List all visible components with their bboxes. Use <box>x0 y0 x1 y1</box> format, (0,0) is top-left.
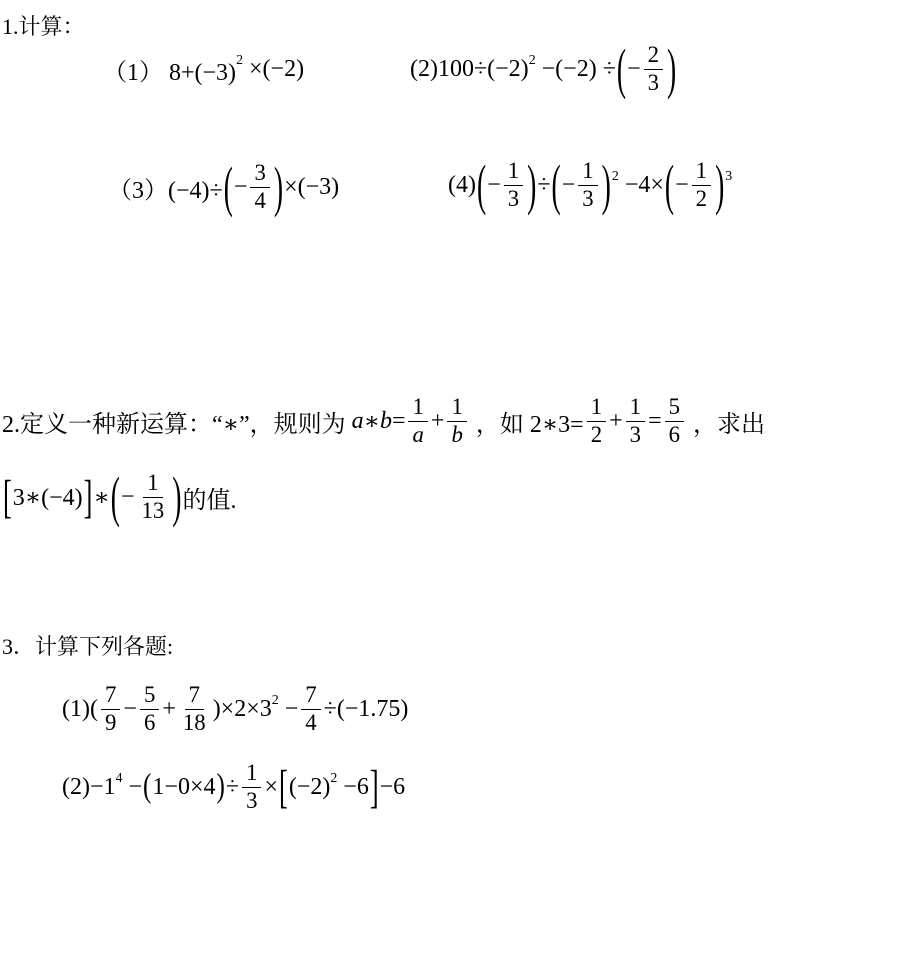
fraction-numerator: 1 <box>692 158 711 186</box>
fraction-denominator: 3 <box>647 69 660 95</box>
problem-3-heading: 3．计算下列各题: <box>2 634 174 659</box>
fraction <box>504 158 523 213</box>
math-text: ÷ <box>537 171 551 198</box>
fraction-numerator: 2 <box>644 42 663 70</box>
fraction-numerator: 5 <box>665 394 684 422</box>
fraction <box>140 682 159 737</box>
fraction-numerator: 7 <box>185 682 204 710</box>
big-paren: ( <box>664 152 675 217</box>
fraction-denominator: 13 <box>141 497 165 523</box>
math-text: ，如 2∗3= <box>469 411 584 438</box>
fraction <box>179 682 210 737</box>
math-text: ，求出 <box>687 411 766 438</box>
math-text: 3∗(−4) <box>12 484 83 511</box>
fraction-denominator: 4 <box>254 187 266 213</box>
paren: ) <box>216 768 225 805</box>
fraction-denominator: 3 <box>582 185 594 211</box>
fraction <box>101 682 120 737</box>
math-text: − <box>120 483 135 510</box>
math-text: − <box>123 695 137 722</box>
math-text: = <box>391 407 406 434</box>
math-text: −(−2) ÷ <box>535 55 616 82</box>
bracket: [ <box>3 470 12 523</box>
math-text: (2)100÷(−2) <box>410 55 529 82</box>
fraction <box>587 394 606 449</box>
fraction-numerator: 1 <box>587 394 606 422</box>
fraction-denominator: 4 <box>305 709 317 735</box>
fraction <box>301 682 320 737</box>
fraction-numerator: 1 <box>504 158 523 186</box>
fraction-denominator: 18 <box>182 709 206 735</box>
problem-1-heading: 1.计算： <box>2 14 85 39</box>
fraction-numerator: 7 <box>101 682 120 710</box>
fraction-numerator: 3 <box>250 160 269 188</box>
paren: ( <box>143 768 152 805</box>
fraction-denominator: 2 <box>695 185 708 211</box>
big-paren: ) <box>667 36 677 101</box>
fraction-numerator: 1 <box>578 158 597 186</box>
math-text: + <box>430 407 445 434</box>
fraction-numerator: 7 <box>301 682 320 710</box>
fraction <box>447 394 466 449</box>
exponent: 2 <box>528 52 536 68</box>
math-text: = <box>648 407 662 434</box>
big-paren: ) <box>527 152 537 217</box>
exponent: 2 <box>236 52 244 68</box>
math-text: ∗ <box>363 408 380 435</box>
fraction-numerator: 1 <box>626 394 645 422</box>
problem-1-expression-3 <box>108 154 340 219</box>
fraction-numerator: 1 <box>143 470 162 498</box>
big-paren: ( <box>616 36 627 101</box>
fraction-denominator: 3 <box>246 787 258 813</box>
big-paren: ) <box>601 152 611 217</box>
big-paren: ( <box>110 464 120 529</box>
problem-1-expression-4 <box>448 152 733 217</box>
math-text: ÷ <box>225 773 240 800</box>
problem-2-statement-line-2 <box>2 464 237 529</box>
math-text: ×(−3) <box>284 173 340 200</box>
problem-1-expression-2 <box>410 36 677 101</box>
exponent: 3 <box>725 168 733 184</box>
math-text: (1)( <box>62 695 98 722</box>
math-text: + <box>609 407 623 434</box>
fraction-numerator: 5 <box>140 682 159 710</box>
math-text: （1） 8+(−3) <box>103 60 237 86</box>
exponent: 2 <box>611 168 619 184</box>
fraction-denominator: a <box>412 421 424 447</box>
math-text: −4× <box>618 171 664 198</box>
big-paren: ) <box>273 154 284 219</box>
exponent: 2 <box>271 692 279 708</box>
big-paren: ( <box>551 152 561 217</box>
math-text: − <box>122 773 143 800</box>
math-text: − <box>675 171 689 198</box>
big-paren: ) <box>715 152 725 217</box>
fraction <box>250 160 269 215</box>
math-text: (2)−1 <box>62 773 116 800</box>
fraction <box>242 760 261 815</box>
math-text: (4) <box>448 171 476 198</box>
fraction-denominator: 3 <box>507 185 520 211</box>
bracket: ] <box>83 470 93 523</box>
math-text: − <box>627 55 641 82</box>
math-variable: b <box>379 407 392 434</box>
fraction <box>644 42 663 97</box>
fraction-numerator: 1 <box>447 394 466 422</box>
problem-1-expression-1 <box>103 52 304 87</box>
math-text: + <box>162 695 176 722</box>
fraction <box>408 394 427 449</box>
math-text: − <box>233 173 248 200</box>
big-paren: ) <box>172 464 182 529</box>
problem-3-expression-2 <box>62 760 405 815</box>
math-variable: a <box>351 407 364 434</box>
exponent: 2 <box>330 770 338 786</box>
fraction <box>665 394 684 449</box>
fraction <box>138 470 169 525</box>
fraction <box>626 394 645 449</box>
math-text: 的值. <box>182 487 237 514</box>
math-text: × <box>264 773 279 800</box>
math-text: ∗ <box>93 484 110 511</box>
math-text: (−2) <box>288 773 331 800</box>
exponent: 4 <box>115 770 123 786</box>
fraction-denominator: 6 <box>668 421 681 447</box>
fraction-denominator: b <box>451 421 463 447</box>
problem-3-expression-1 <box>62 682 408 737</box>
math-text: −6 <box>337 773 369 800</box>
fraction-numerator: 1 <box>408 394 427 422</box>
fraction-denominator: 9 <box>104 709 117 735</box>
math-text: （3）(−4)÷ <box>108 177 223 204</box>
big-paren: ( <box>476 152 487 217</box>
math-text: 1−0×4 <box>152 773 216 800</box>
fraction-denominator: 3 <box>629 421 642 447</box>
math-text: −6 <box>379 773 406 800</box>
fraction-numerator: 1 <box>242 760 261 788</box>
math-text: − <box>487 171 501 198</box>
math-text: − <box>278 695 299 722</box>
math-text: )×2×3 <box>212 695 272 722</box>
fraction <box>578 158 597 213</box>
fraction-denominator: 2 <box>590 421 603 447</box>
fraction-denominator: 6 <box>143 709 156 735</box>
math-text: ×(−2) <box>243 56 305 82</box>
fraction <box>692 158 711 213</box>
bracket: [ <box>279 760 288 813</box>
math-text: ÷(−1.75) <box>323 695 409 722</box>
math-text: − <box>561 171 576 198</box>
bracket: ] <box>369 760 379 813</box>
math-text: 2.定义一种新运算：“∗”，规则为 <box>2 411 352 438</box>
problem-2-statement-line-1 <box>2 394 765 449</box>
big-paren: ( <box>223 154 233 219</box>
